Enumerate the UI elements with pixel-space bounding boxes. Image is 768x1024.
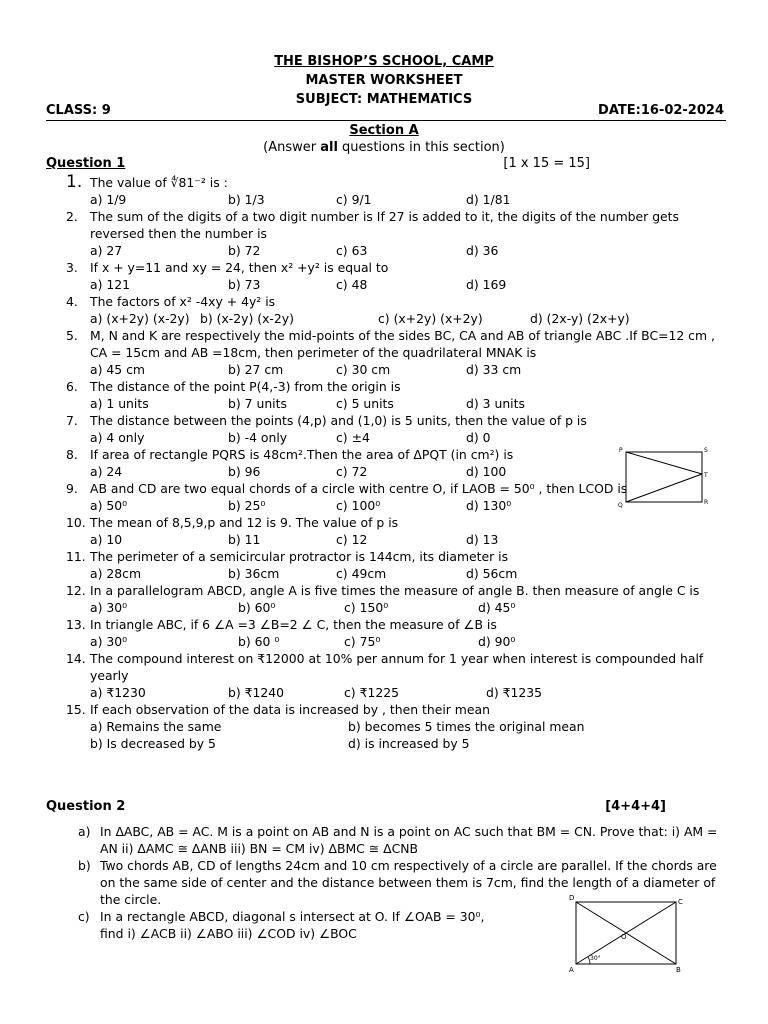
option-d: d) 130⁰ <box>466 498 512 513</box>
option-c: c) 5 units <box>336 396 394 411</box>
label-d: D <box>569 894 575 902</box>
option-c: c) (x+2y) (x+2y) <box>378 311 483 326</box>
option-item: d) is increased by 5 <box>348 736 470 751</box>
question-text: The distance of the point P(4,-3) from the origin is <box>90 379 401 394</box>
option-b: b) -4 only <box>228 430 288 445</box>
part-text: find i) ∠ACB ii) ∠ABO iii) ∠COD iv) ∠BOC <box>100 926 357 941</box>
title-block <box>0 52 768 109</box>
options-row <box>90 395 726 412</box>
question-item <box>66 174 726 191</box>
question-2-marks: [4+4+4] <box>605 799 666 814</box>
option-a: a) 45 cm <box>90 362 145 377</box>
question-text: In triangle ABC, if 6 ∠A =3 ∠B=2 ∠ C, then the measure of ∠B is <box>90 617 497 632</box>
rectangle-abcd-figure <box>566 892 688 974</box>
question-item <box>66 208 726 242</box>
label-t: T <box>704 472 708 479</box>
part-text: In ΔABC, AB = AC. M is a point on AB and N is a point on AC such that BM = CN. Prove that: i) AM = AN ii) ΔAMC ≅ ΔANB iii) BN = CM iv) ΔBMC ≅ ΔCNB <box>100 824 718 856</box>
options-row <box>90 565 726 582</box>
option-b: b) 27 cm <box>228 362 284 377</box>
option-c: c) 49cm <box>336 566 387 581</box>
option-c: c) 150⁰ <box>344 600 389 615</box>
option-d: d) 169 <box>466 277 507 292</box>
label-b: B <box>676 966 681 974</box>
option-b: b) 1/3 <box>228 192 265 207</box>
question-text: The compound interest on ₹12000 at 10% per annum for 1 year when interest is compounded half yearly <box>90 651 704 683</box>
question-number: 3. <box>66 260 78 275</box>
question-number: 15. <box>66 702 86 717</box>
question-item <box>66 650 726 684</box>
option-c: c) 48 <box>336 277 368 292</box>
question-number: 2. <box>66 209 78 224</box>
question-number: 11. <box>66 549 86 564</box>
option-a: a) 28cm <box>90 566 142 581</box>
option-c: c) 12 <box>336 532 368 547</box>
option-d: d) 1/81 <box>466 192 511 207</box>
question-text: The mean of 8,5,9,p and 12 is 9. The value of p is <box>90 515 399 530</box>
option-b: b) 60 ⁰ <box>238 634 280 649</box>
question-text: AB and CD are two equal chords of a circle with centre O, if LAOB = 50⁰ , then LCOD is <box>90 481 628 496</box>
question-number: 13. <box>66 617 86 632</box>
question-number: 4. <box>66 294 78 309</box>
question-item <box>66 259 726 276</box>
option-a: a) ₹1230 <box>90 685 146 700</box>
worksheet-title: MASTER WORKSHEET <box>305 73 463 88</box>
question-item <box>66 378 726 395</box>
option-c: c) 100⁰ <box>336 498 381 513</box>
option-a: a) 10 <box>90 532 123 547</box>
option-a: a) 30⁰ <box>90 600 128 615</box>
school-name: THE BISHOP’S SCHOOL, CAMP <box>274 54 494 69</box>
options-row <box>90 633 726 650</box>
class-label: CLASS: 9 <box>46 103 111 118</box>
option-item: b) Is decreased by 5 <box>90 736 216 751</box>
question-2-label: Question 2 <box>46 799 126 814</box>
angle-label: 30° <box>590 955 601 962</box>
option-a: a) 4 only <box>90 430 145 445</box>
question-text: M, N and K are respectively the mid-points of the sides BC, CA and AB of triangle ABC .If BC=12 cm , CA = 15cm and AB =18cm, then perimeter of the quadrilateral MNAK is <box>90 328 715 360</box>
question-text: In a parallelogram ABCD, angle A is five times the measure of angle B. then measure of angle C is <box>90 583 700 598</box>
part-label: c) <box>78 909 90 924</box>
question-item <box>66 701 726 718</box>
label-q: Q <box>618 502 623 509</box>
part-label: b) <box>78 858 91 873</box>
header-divider <box>46 120 726 121</box>
option-item: a) Remains the same <box>90 719 222 734</box>
question-number: 8. <box>66 447 78 462</box>
option-b: b) 96 <box>228 464 261 479</box>
question-item <box>66 327 726 361</box>
options-row <box>90 361 726 378</box>
option-d: d) 0 <box>466 430 491 445</box>
rectangle-outline <box>626 452 702 502</box>
option-c: c) 30 cm <box>336 362 391 377</box>
option-b: b) 25⁰ <box>228 498 266 513</box>
part-text: In a rectangle ABCD, diagonal s intersect at O. If ∠OAB = 30⁰, <box>100 909 485 924</box>
question-number: 12. <box>66 583 86 598</box>
question-2-heading <box>46 798 722 815</box>
option-b: b) (x-2y) (x-2y) <box>200 311 294 326</box>
options-row <box>90 276 726 293</box>
label-r: R <box>704 499 709 506</box>
option-d: d) 36 <box>466 243 499 258</box>
options-row <box>90 242 726 259</box>
option-d: d) 45⁰ <box>478 600 516 615</box>
subject-title: SUBJECT: MATHEMATICS <box>295 92 473 107</box>
question-text: The sum of the digits of a two digit number is If 27 is added to it, the digits of the number gets reversed then the number is <box>90 209 679 241</box>
date-label: DATE:16-02-2024 <box>598 103 724 118</box>
question-item <box>66 582 726 599</box>
question-number: 7. <box>66 413 78 428</box>
line-pt <box>626 452 702 474</box>
rectangle-pqrs-figure <box>616 444 710 510</box>
question-text: If area of rectangle PQRS is 48cm².Then the area of ΔPQT (in cm²) is <box>90 447 514 462</box>
label-a: A <box>569 966 574 974</box>
options-row <box>90 735 726 752</box>
option-c: c) 75⁰ <box>344 634 381 649</box>
label-c: C <box>678 898 683 906</box>
option-d: d) ₹1235 <box>486 685 543 700</box>
option-a: a) 27 <box>90 243 123 258</box>
option-d: d) 3 units <box>466 396 525 411</box>
option-d: d) (2x-y) (2x+y) <box>530 311 630 326</box>
question-item <box>66 514 726 531</box>
option-a: a) 1 units <box>90 396 149 411</box>
label-s: S <box>704 447 708 454</box>
question-text: The value of ∜81⁻² is : <box>90 175 228 190</box>
option-a: a) 30⁰ <box>90 634 128 649</box>
option-a: a) 1/9 <box>90 192 127 207</box>
label-p: P <box>619 447 623 454</box>
section-instructions: (Answer all questions in this section) <box>263 140 505 155</box>
option-d: d) 56cm <box>466 566 518 581</box>
part-label <box>78 925 100 942</box>
question-text: The perimeter of a semicircular protractor is 144cm, its diameter is <box>90 549 509 564</box>
option-b: b) 60⁰ <box>238 600 276 615</box>
option-c: c) ₹1225 <box>344 685 400 700</box>
question-number: 10. <box>66 515 86 530</box>
option-d: d) 33 cm <box>466 362 522 377</box>
option-c: c) ±4 <box>336 430 370 445</box>
option-b: b) 7 units <box>228 396 287 411</box>
option-d: d) 90⁰ <box>478 634 516 649</box>
question-text: If each observation of the data is increased by , then their mean <box>90 702 490 717</box>
option-c: c) 63 <box>336 243 368 258</box>
class-date-row <box>46 102 724 119</box>
option-a: a) 121 <box>90 277 131 292</box>
option-a: a) 50⁰ <box>90 498 128 513</box>
part-label: a) <box>78 824 91 839</box>
question-text: The distance between the points (4,p) and (1,0) is 5 units, then the value of p is <box>90 413 587 428</box>
part-text: Two chords AB, CD of lengths 24cm and 10 cm respectively of a circle are parallel. If the chords are on the same side of center and the distance between them is 7cm, find the length of a diameter of the circle. <box>100 858 717 907</box>
option-item: b) becomes 5 times the original mean <box>348 719 585 734</box>
question-text: If x + y=11 and xy = 24, then x² +y² is equal to <box>90 260 389 275</box>
option-b: b) 36cm <box>228 566 280 581</box>
option-b: b) ₹1240 <box>228 685 285 700</box>
options-row <box>90 310 726 327</box>
question-item <box>66 293 726 310</box>
label-o: O <box>621 933 627 941</box>
option-d: d) 13 <box>466 532 499 547</box>
question-number: 9. <box>66 481 78 496</box>
options-row <box>90 191 726 208</box>
line-qt <box>626 474 702 502</box>
options-row <box>90 531 726 548</box>
options-row <box>90 718 726 735</box>
question-1-heading <box>46 155 722 172</box>
option-b: b) 73 <box>228 277 261 292</box>
option-a: a) 24 <box>90 464 123 479</box>
option-d: d) 100 <box>466 464 507 479</box>
section-title: Section A <box>349 123 419 138</box>
question-item <box>66 412 726 429</box>
option-a: a) (x+2y) (x-2y) <box>90 311 190 326</box>
options-row <box>90 599 726 616</box>
question-item <box>66 616 726 633</box>
option-c: c) 9/1 <box>336 192 372 207</box>
question-2-part <box>78 823 724 857</box>
option-b: b) 11 <box>228 532 261 547</box>
question-text: The factors of x² -4xy + 4y² is <box>90 294 276 309</box>
option-c: c) 72 <box>336 464 368 479</box>
options-row <box>90 684 726 701</box>
question-number: 1. <box>66 172 83 192</box>
question-number: 5. <box>66 328 78 343</box>
section-heading <box>0 122 768 156</box>
question-number: 6. <box>66 379 78 394</box>
question-number: 14. <box>66 651 86 666</box>
option-b: b) 72 <box>228 243 261 258</box>
question-item <box>66 548 726 565</box>
question-1-marks: [1 x 15 = 15] <box>503 156 590 171</box>
question-1-label: Question 1 <box>46 156 126 171</box>
